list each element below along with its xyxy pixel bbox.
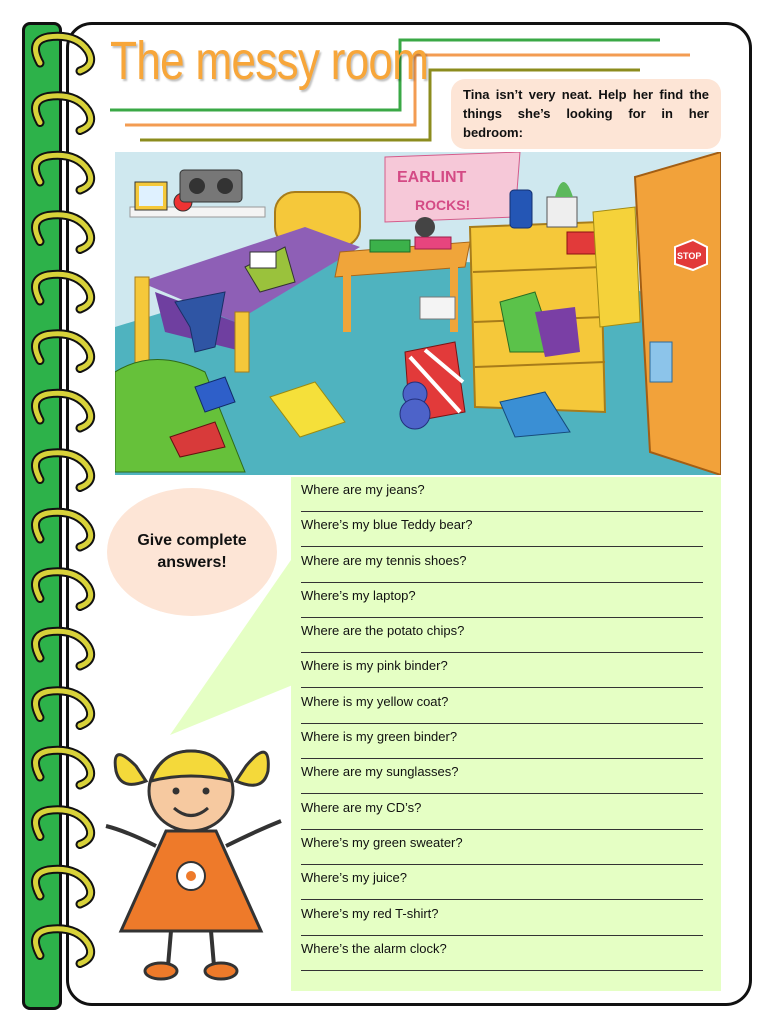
- question-item: [301, 552, 711, 587]
- question-text: Where is my pink binder?: [301, 658, 448, 674]
- answer-line[interactable]: [301, 970, 703, 971]
- answer-line[interactable]: [301, 582, 703, 583]
- question-text: Where are my tennis shoes?: [301, 552, 467, 568]
- question-item: [301, 622, 711, 657]
- answer-line[interactable]: [301, 723, 703, 724]
- answer-line[interactable]: [301, 687, 703, 688]
- intro-text: Tina isn’t very neat. Help her find the things she’s looking for in her bedroom:: [463, 87, 709, 140]
- question-item: [301, 799, 711, 834]
- answer-line[interactable]: [301, 758, 703, 759]
- question-text: Where are my sunglasses?: [301, 764, 459, 780]
- poster-text-1: EARLINT: [397, 169, 467, 186]
- question-item: [301, 587, 711, 622]
- answer-line[interactable]: [301, 511, 703, 512]
- question-item: [301, 869, 711, 904]
- question-item: [301, 657, 711, 692]
- answer-line[interactable]: [301, 617, 703, 618]
- question-item: [301, 481, 711, 516]
- intro-box: [451, 79, 721, 149]
- girl-illustration: [96, 726, 286, 988]
- question-text: Where is my green binder?: [301, 729, 458, 745]
- page-title: The messy room: [110, 31, 429, 91]
- question-item: [301, 693, 711, 728]
- poster-text-2: ROCKS!: [415, 197, 471, 213]
- question-text: Where are the potato chips?: [301, 623, 465, 639]
- answer-line[interactable]: [301, 652, 703, 653]
- question-text: Where are my jeans?: [301, 482, 425, 497]
- question-text: Where’s my laptop?: [301, 587, 416, 603]
- question-item: [301, 516, 711, 551]
- answer-line[interactable]: [301, 546, 703, 547]
- answer-line[interactable]: [301, 793, 703, 794]
- question-item: [301, 763, 711, 798]
- question-list: [301, 481, 711, 975]
- question-text: Where’s the alarm clock?: [301, 940, 447, 956]
- question-item: [301, 905, 711, 940]
- question-text: Where are my CD’s?: [301, 799, 422, 815]
- instruction-bubble: [107, 488, 277, 616]
- question-text: Where’s my green sweater?: [301, 834, 463, 850]
- instruction-text: Give complete answers!: [137, 532, 247, 571]
- question-item: [301, 834, 711, 869]
- answer-line[interactable]: [301, 829, 703, 830]
- answer-line[interactable]: [301, 864, 703, 865]
- question-text: Where is my yellow coat?: [301, 693, 449, 709]
- question-text: Where’s my juice?: [301, 870, 407, 886]
- answer-line[interactable]: [301, 899, 703, 900]
- answer-line[interactable]: [301, 935, 703, 936]
- question-item: [301, 940, 711, 975]
- messy-room-illustration: [115, 152, 721, 475]
- stop-sign-text: STOP: [677, 251, 702, 261]
- question-item: [301, 728, 711, 763]
- question-text: Where’s my red T-shirt?: [301, 905, 439, 921]
- question-text: Where’s my blue Teddy bear?: [301, 517, 473, 533]
